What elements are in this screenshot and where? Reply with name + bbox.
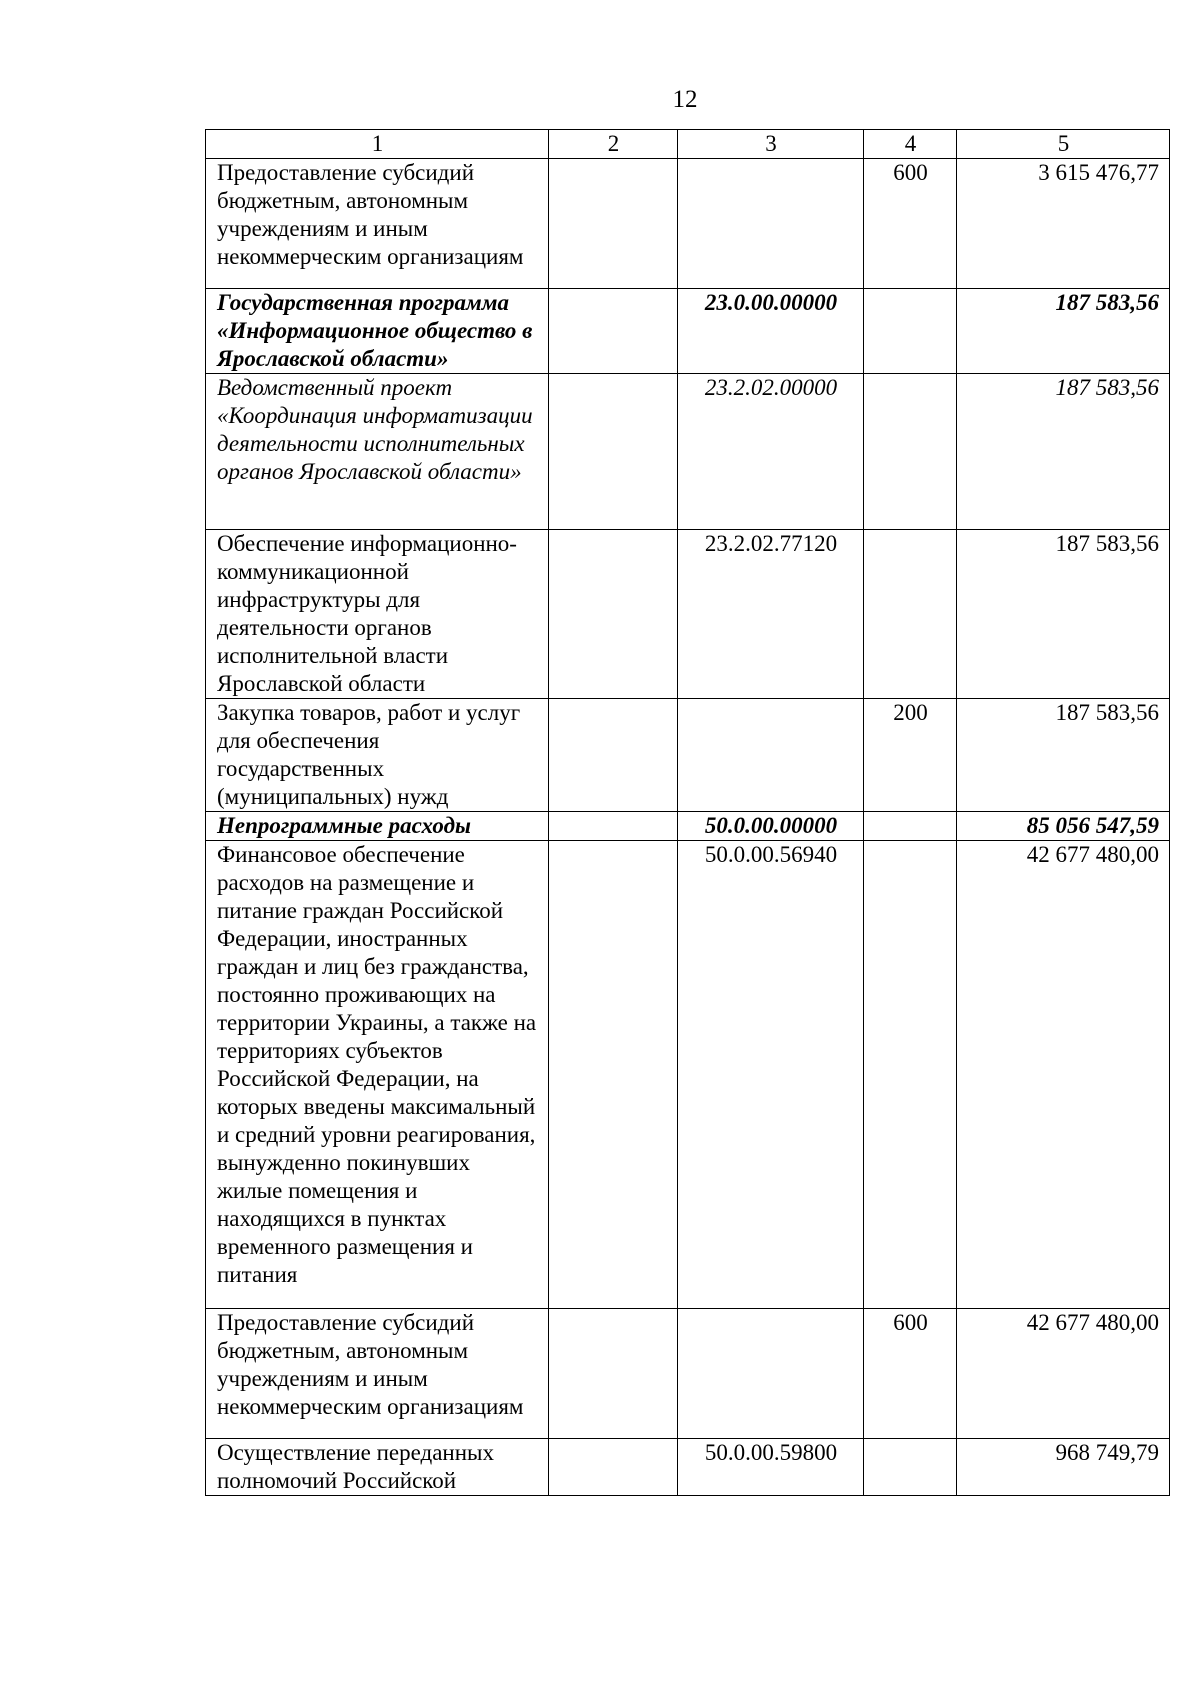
row-col2-cell [549,841,678,1309]
row-code-cell [678,159,864,289]
header-col-1: 1 [206,130,549,159]
row-code-cell: 50.0.00.56940 [678,841,864,1309]
page-number: 12 [672,86,698,113]
row-col2-cell [549,1309,678,1439]
table-row [206,530,1170,699]
row-col2-cell [549,812,678,841]
row-col2-cell [549,159,678,289]
row-amount-cell: 187 583,56 [957,289,1170,374]
row-code-cell: 23.2.02.77120 [678,530,864,699]
row-amount-cell: 187 583,56 [957,530,1170,699]
row-vr-cell: 600 [864,1309,957,1439]
row-col2-cell [549,1439,678,1496]
row-name-cell: Закупка товаров, работ и услуг для обеспечения государственных (муниципальных) нужд [206,699,549,812]
row-name-cell: Непрограммные расходы [206,812,549,841]
row-col2-cell [549,530,678,699]
row-name-cell: Ведомственный проект «Координация информатизации деятельности исполнительных органов Ярославской области» [206,374,549,530]
row-code-cell: 23.2.02.00000 [678,374,864,530]
row-code-cell: 23.0.00.00000 [678,289,864,374]
row-vr-cell: 600 [864,159,957,289]
row-amount-cell: 85 056 547,59 [957,812,1170,841]
row-amount-cell: 42 677 480,00 [957,1309,1170,1439]
row-code-cell [678,699,864,812]
row-amount-cell: 187 583,56 [957,374,1170,530]
budget-table [205,129,1170,1496]
table-row [206,159,1170,289]
row-col2-cell [549,699,678,812]
row-name-cell: Обеспечение информационно-коммуникационной инфраструктуры для деятельности органов исполнительной власти Ярославской области [206,530,549,699]
row-vr-cell [864,530,957,699]
header-col-4: 4 [864,130,957,159]
table-body [206,159,1170,1496]
row-amount-cell: 968 749,79 [957,1439,1170,1496]
row-name-cell: Финансовое обеспечение расходов на размещение и питание граждан Российской Федерации, иностранных граждан и лиц без гражданства, постоянно проживающих на территории Украины, а также на территориях субъектов Российской Федерации, на которых введены максимальный и средний уровни реагирования, вынужденно покинувших жилые помещения и находящихся в пунктах временного размещения и питания [206,841,549,1309]
table-row [206,699,1170,812]
table-row [206,841,1170,1309]
row-amount-cell: 42 677 480,00 [957,841,1170,1309]
row-vr-cell [864,1439,957,1496]
row-name-cell: Государственная программа «Информационное общество в Ярославской области» [206,289,549,374]
header-col-5: 5 [957,130,1170,159]
row-vr-cell: 200 [864,699,957,812]
row-vr-cell [864,812,957,841]
row-name-cell: Предоставление субсидий бюджетным, автономным учреждениям и иным некоммерческим организациям [206,1309,549,1439]
row-col2-cell [549,374,678,530]
row-code-cell: 50.0.00.00000 [678,812,864,841]
table-row [206,1439,1170,1496]
row-name-cell: Осуществление переданных полномочий Российской [206,1439,549,1496]
row-name-cell: Предоставление субсидий бюджетным, автономным учреждениям и иным некоммерческим организациям [206,159,549,289]
header-col-2: 2 [549,130,678,159]
table-row [206,374,1170,530]
table-row [206,289,1170,374]
row-code-cell [678,1309,864,1439]
row-col2-cell [549,289,678,374]
table-header-row [206,130,1170,159]
row-vr-cell [864,289,957,374]
row-amount-cell: 187 583,56 [957,699,1170,812]
row-vr-cell [864,841,957,1309]
row-code-cell: 50.0.00.59800 [678,1439,864,1496]
header-col-3: 3 [678,130,864,159]
table-row [206,812,1170,841]
row-vr-cell [864,374,957,530]
table-row [206,1309,1170,1439]
row-amount-cell: 3 615 476,77 [957,159,1170,289]
